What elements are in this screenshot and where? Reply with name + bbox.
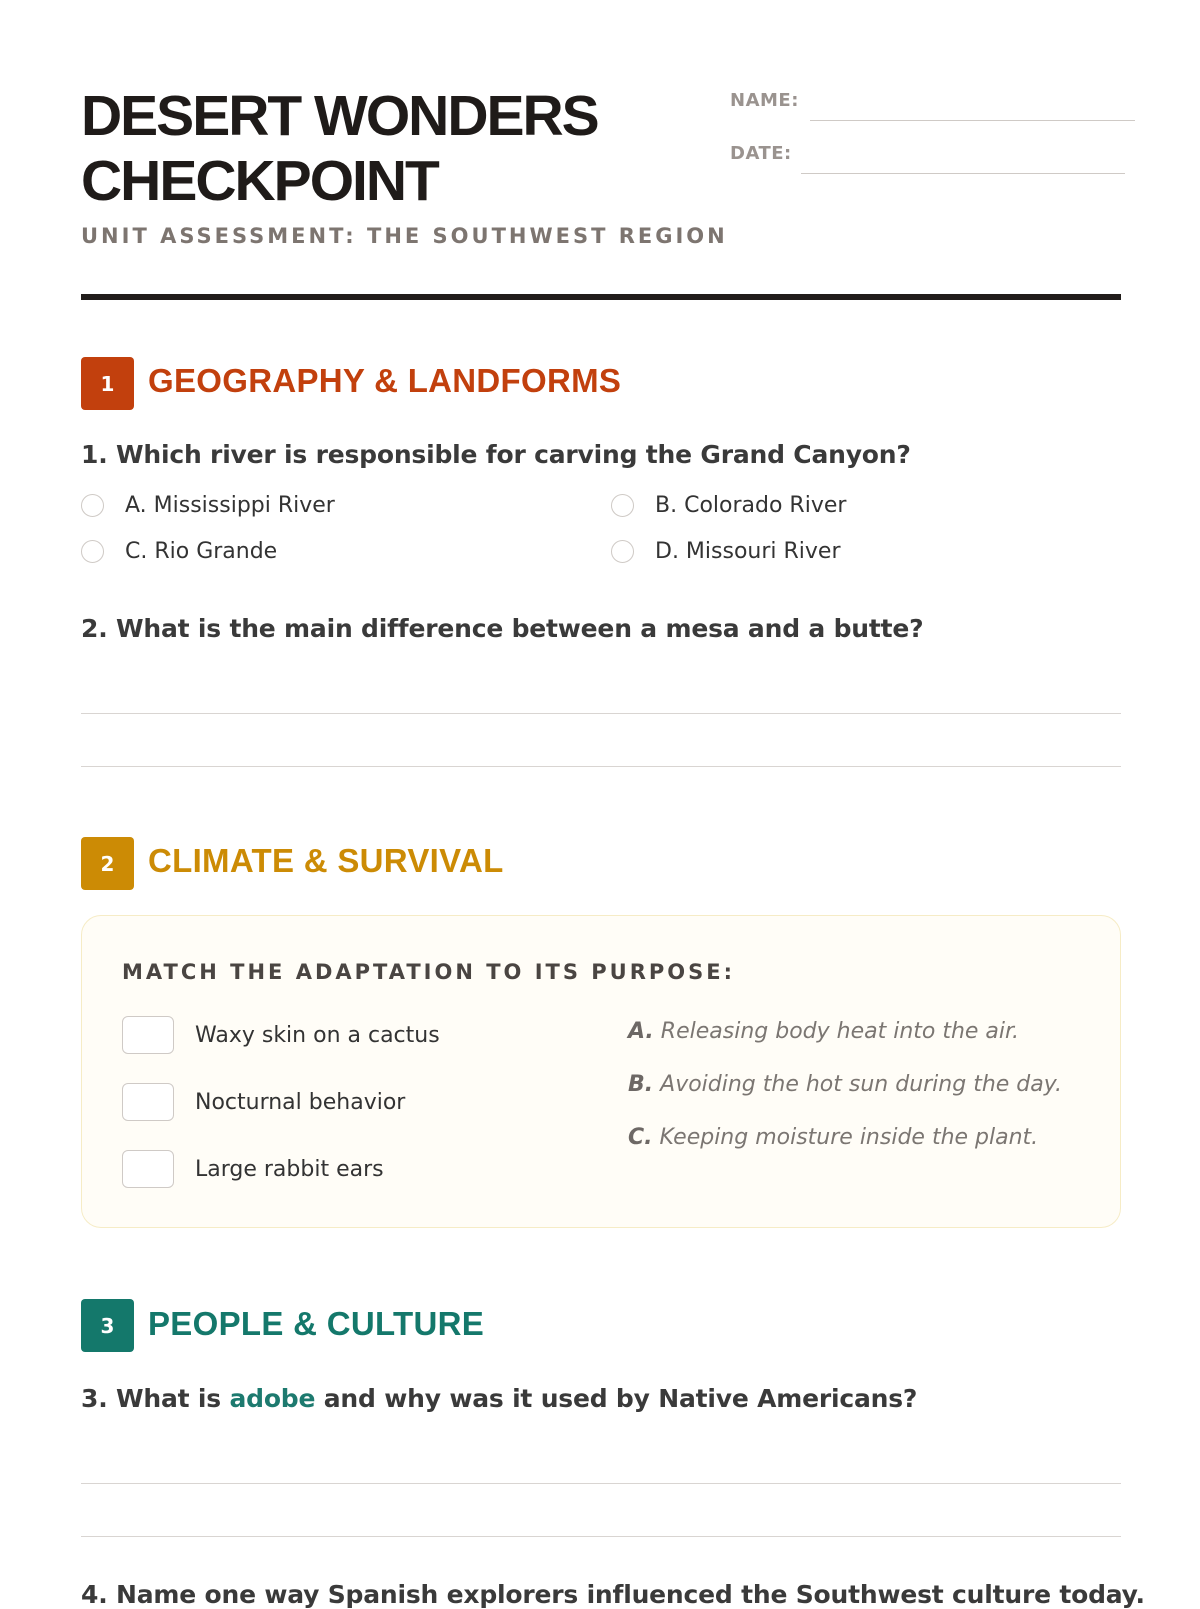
title-line-2: CHECKPOINT <box>81 149 438 213</box>
question-3-keyword: adobe <box>229 1384 316 1413</box>
match-item-3 <box>122 1150 384 1188</box>
q1-option-a-label: A. Mississippi River <box>125 493 335 518</box>
question-3-suffix: and why was it used by Native Americans? <box>315 1384 918 1413</box>
match-item-3-label: Large rabbit ears <box>195 1156 384 1182</box>
match-item-2-label: Nocturnal behavior <box>195 1089 406 1115</box>
section-3-badge: 3 <box>81 1299 134 1352</box>
definition-c-letter: C. <box>628 1125 653 1150</box>
date-field[interactable] <box>801 173 1125 174</box>
name-label: NAME: <box>730 90 799 111</box>
match-definition-c <box>628 1125 1038 1150</box>
definition-b-letter: B. <box>628 1072 654 1097</box>
header-divider <box>81 294 1121 300</box>
match-answer-box-3[interactable] <box>122 1150 174 1188</box>
question-2: 2. What is the main difference between a mesa and a butte? <box>81 614 924 643</box>
question-3 <box>81 1384 917 1413</box>
q1-option-b[interactable] <box>611 493 846 518</box>
match-definition-a <box>628 1019 1019 1044</box>
section-1-title: GEOGRAPHY & LANDFORMS <box>148 362 622 399</box>
page-subtitle: UNIT ASSESSMENT: THE SOUTHWEST REGION <box>81 224 728 248</box>
definition-c-text: Keeping moisture inside the plant. <box>659 1125 1039 1150</box>
q1-option-c[interactable] <box>81 539 277 564</box>
question-4: 4. Name one way Spanish explorers influenced the Southwest culture today. <box>81 1580 1145 1609</box>
question-1: 1. Which river is responsible for carving the Grand Canyon? <box>81 440 911 469</box>
q3-answer-line-1[interactable] <box>81 1483 1121 1484</box>
q1-option-c-label: C. Rio Grande <box>125 539 278 564</box>
q1-option-a[interactable] <box>81 493 335 518</box>
match-answer-box-2[interactable] <box>122 1083 174 1121</box>
question-3-prefix: 3. What is <box>81 1384 230 1413</box>
definition-a-text: Releasing body heat into the air. <box>660 1019 1020 1044</box>
title-line-1: DESERT WONDERS <box>81 84 598 148</box>
definition-b-text: Avoiding the hot sun during the day. <box>660 1072 1063 1097</box>
match-heading: MATCH THE ADAPTATION TO ITS PURPOSE: <box>122 960 736 984</box>
section-3-title: PEOPLE & CULTURE <box>148 1305 485 1342</box>
q3-answer-line-2[interactable] <box>81 1536 1121 1537</box>
match-answer-box-1[interactable] <box>122 1016 174 1054</box>
section-2-badge: 2 <box>81 837 134 890</box>
definition-a-letter: A. <box>628 1019 654 1044</box>
match-item-1-label: Waxy skin on a cactus <box>195 1022 440 1048</box>
page-title <box>81 84 701 214</box>
date-label: DATE: <box>730 143 792 164</box>
section-1-badge: 1 <box>81 357 134 410</box>
q1-option-b-label: B. Colorado River <box>655 493 847 518</box>
radio-icon[interactable] <box>611 494 634 517</box>
radio-icon[interactable] <box>611 540 634 563</box>
q1-option-d[interactable] <box>611 539 841 564</box>
match-definition-b <box>628 1072 1062 1097</box>
match-item-1 <box>122 1016 440 1054</box>
q2-answer-line-1[interactable] <box>81 713 1121 714</box>
q1-option-d-label: D. Missouri River <box>655 539 841 564</box>
section-2-title: CLIMATE & SURVIVAL <box>148 842 504 879</box>
radio-icon[interactable] <box>81 494 104 517</box>
name-field[interactable] <box>810 120 1135 121</box>
match-item-2 <box>122 1083 405 1121</box>
q2-answer-line-2[interactable] <box>81 766 1121 767</box>
radio-icon[interactable] <box>81 540 104 563</box>
